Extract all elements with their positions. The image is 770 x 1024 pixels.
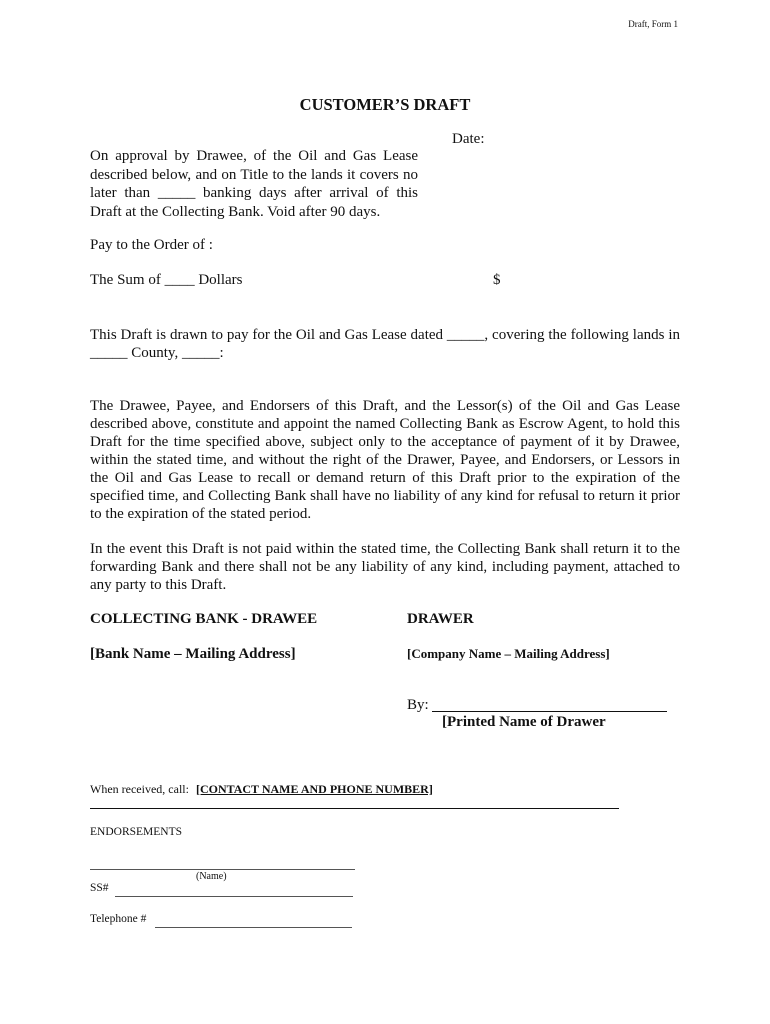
telephone-line[interactable] <box>155 927 352 928</box>
printed-name-placeholder: [Printed Name of Drawer <box>442 714 606 730</box>
endorsements-heading: ENDORSEMENTS <box>90 826 183 838</box>
form-label: Draft, Form 1 <box>628 19 678 29</box>
pay-to-label: Pay to the Order of : <box>90 237 213 253</box>
bank-address-placeholder: [Bank Name – Mailing Address] <box>90 646 296 662</box>
date-label: Date: <box>452 131 485 147</box>
contact-line <box>90 782 433 797</box>
lease-paragraph: This Draft is drawn to pay for the Oil and Gas Lease dated _____, covering the following lands in _____ County, _____: <box>90 327 680 361</box>
contact-divider <box>90 808 619 809</box>
page-title: CUSTOMER’S DRAFT <box>299 95 471 114</box>
name-label: (Name) <box>196 871 227 882</box>
currency-symbol: $ <box>493 272 501 288</box>
company-address-placeholder: [Company Name – Mailing Address] <box>407 646 610 661</box>
endorsement-name-line[interactable] <box>90 869 355 870</box>
telephone-label: Telephone # <box>90 913 147 925</box>
return-paragraph: In the event this Draft is not paid within the stated time, the Collecting Bank shall return it to the forwarding Bank and there shall not be any liability of any kind, including payment, attached to any party to this Draft. <box>90 541 680 593</box>
by-label: By: <box>407 697 429 713</box>
contact-placeholder: [CONTACT NAME AND PHONE NUMBER] <box>195 782 433 796</box>
collecting-bank-heading: COLLECTING BANK - DRAWEE <box>90 611 318 627</box>
approval-paragraph: On approval by Drawee, of the Oil and Gas Lease described below, and on Title to the lands it covers no later than _____ banking days after arrival of this Draft at the Collecting Bank. Void after 90 days. <box>90 148 418 220</box>
escrow-paragraph: The Drawee, Payee, and Endorsers of this Draft, and the Lessor(s) of the Oil and Gas Lease described above, constitute and appoint the named Collecting Bank as Escrow Agent, to hold this Draft for the time specified above, subject only to the acceptance of payment of it by Drawee, within the stated time, and without the right of the Drawer, Payee, and Endorsers, or Lessors in the Oil and Gas Lease to recall or demand return of this Draft prior to the expiration of the specified time, and Collecting Bank shall have no liability of any kind for refusal to return it prior to the expiration of the stated period. <box>90 398 680 522</box>
sum-label: The Sum of ____ Dollars <box>90 272 243 288</box>
drawer-signature-line[interactable] <box>432 711 667 712</box>
contact-label: When received, call: <box>90 782 189 796</box>
ss-line[interactable] <box>115 896 353 897</box>
drawer-heading: DRAWER <box>407 611 474 627</box>
ss-label: SS# <box>90 882 109 894</box>
